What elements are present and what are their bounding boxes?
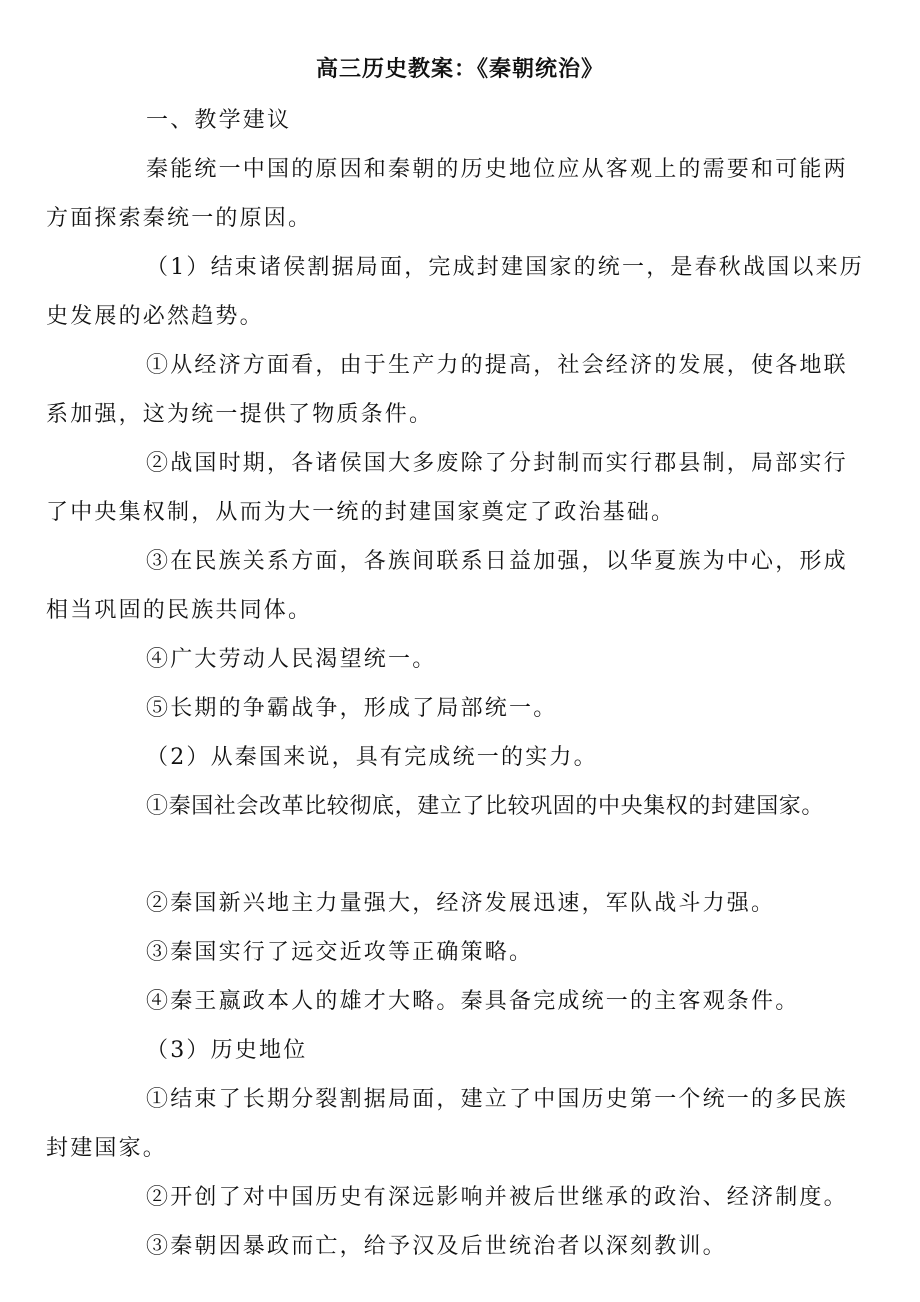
- paragraph-line: ③在民族关系方面，各族间联系日益加强，以华夏族为中心，形成: [146, 549, 848, 574]
- document-title: 高三历史教案：《秦朝统治》: [315, 57, 604, 82]
- paragraph-line: （3）历史地位: [146, 1038, 308, 1063]
- paragraph-line: 方面探索秦统一的原因。: [46, 206, 313, 231]
- paragraph-line: 系加强，这为统一提供了物质条件。: [46, 402, 434, 427]
- section-heading: 一、教学建议: [146, 108, 292, 133]
- paragraph-line: 相当巩固的民族共同体。: [46, 598, 313, 623]
- paragraph-line: 史发展的必然趋势。: [46, 304, 264, 329]
- paragraph-line: 封建国家。: [46, 1136, 168, 1161]
- paragraph-line: ③秦国实行了远交近攻等正确策略。: [146, 940, 534, 965]
- paragraph-line: ④广大劳动人民渴望统一。: [146, 647, 437, 672]
- paragraph-line: ③秦朝因暴政而亡，给予汉及后世统治者以深刻教训。: [146, 1234, 727, 1259]
- paragraph-line: （1）结束诸侯割据局面，完成封建国家的统一，是春秋战国以来历: [146, 255, 864, 280]
- paragraph-line: 了中央集权制，从而为大一统的封建国家奠定了政治基础。: [46, 500, 676, 525]
- paragraph-line: ①秦国社会改革比较彻底，建立了比较巩固的中央集权的封建国家。: [146, 794, 825, 819]
- paragraph-line: 秦能统一中国的原因和秦朝的历史地位应从客观上的需要和可能两: [146, 157, 848, 182]
- paragraph-line: ②秦国新兴地主力量强大，经济发展迅速，军队战斗力强。: [146, 891, 776, 916]
- paragraph-line: ①从经济方面看，由于生产力的提高，社会经济的发展，使各地联: [146, 353, 848, 378]
- paragraph-line: ⑤长期的争霸战争，形成了局部统一。: [146, 696, 558, 721]
- paragraph-line: ②开创了对中国历史有深远影响并被后世继承的政治、经济制度。: [146, 1185, 848, 1210]
- paragraph-line: ④秦王嬴政本人的雄才大略。秦具备完成统一的主客观条件。: [146, 989, 800, 1014]
- paragraph-line: （2）从秦国来说，具有完成统一的实力。: [146, 745, 598, 770]
- paragraph-line: ②战国时期，各诸侯国大多废除了分封制而实行郡县制，局部实行: [146, 451, 848, 476]
- paragraph-line: ①结束了长期分裂割据局面，建立了中国历史第一个统一的多民族: [146, 1087, 848, 1112]
